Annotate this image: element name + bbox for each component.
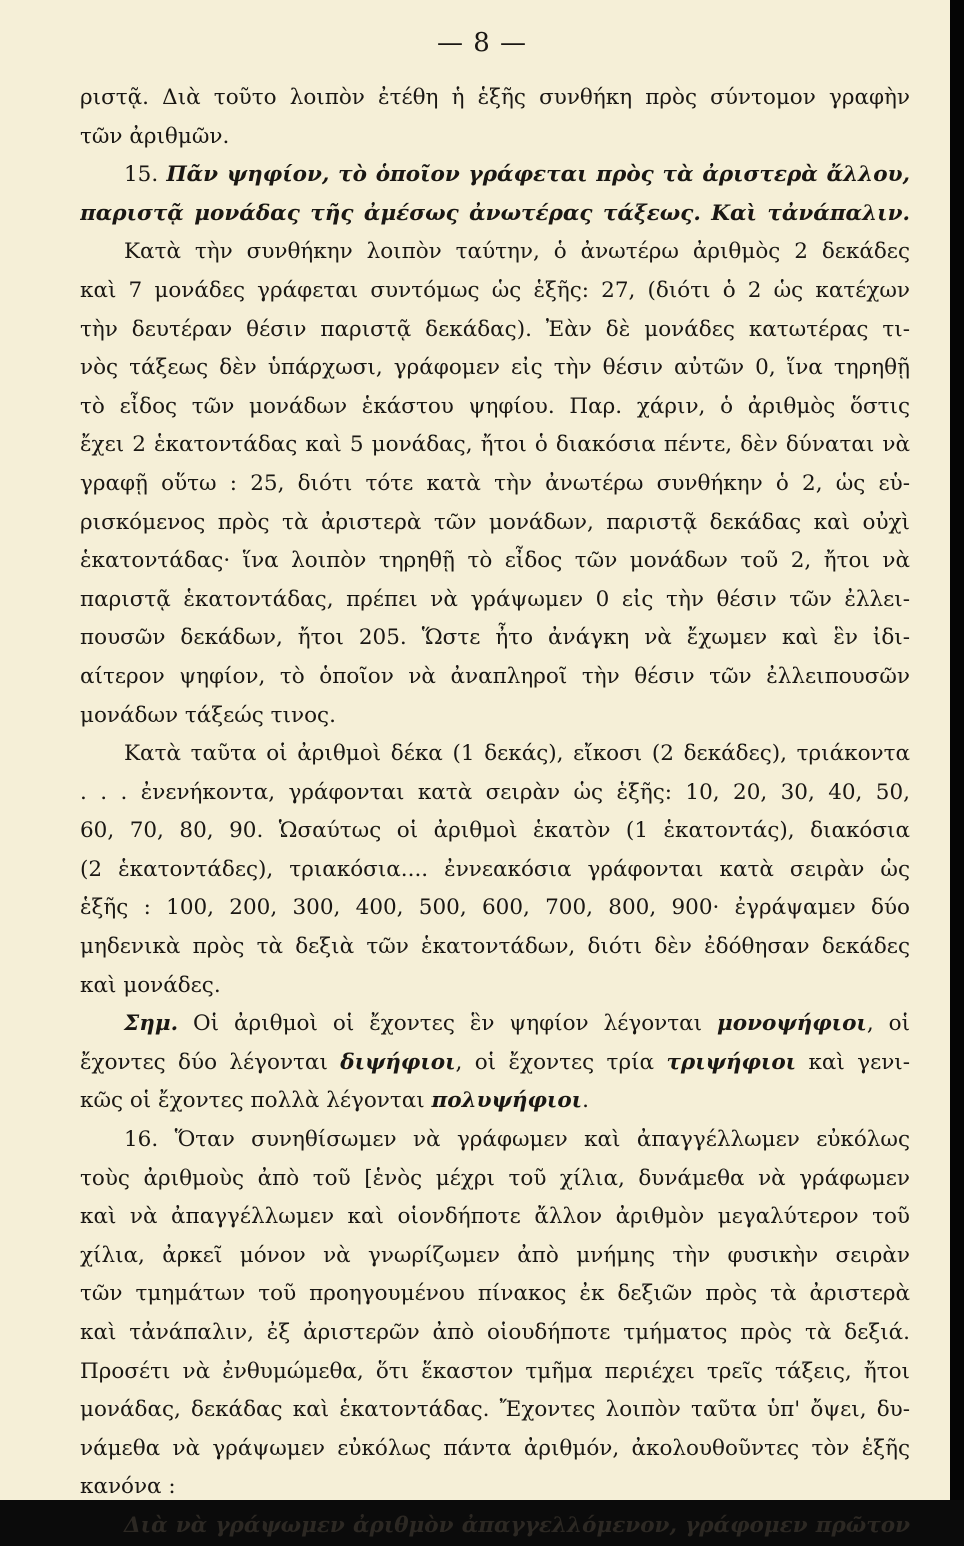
note-line: κῶς οἱ ἔχοντες πολλὰ λέγονται πολυψήφιοι. — [80, 1088, 589, 1114]
text-line: καὶ μονάδες. — [80, 972, 221, 998]
text-line: τὸ εἶδος τῶν μονάδων ἑκάστου ψηφίου. Παρ. χάριν, ὁ ἀριθμὸς ὅστις — [80, 393, 910, 419]
page-edge-shadow — [950, 0, 964, 1500]
text-line: ἔχει 2 ἑκατοντάδας καὶ 5 μονάδας, ἤτοι ὁ διακόσια πέντε, δὲν δύναται νὰ — [80, 432, 910, 458]
term-tripsifioi: τριψήφιοι — [666, 1049, 797, 1075]
page-number: — 8 — — [436, 28, 528, 58]
text-line: νάμεθα νὰ γράψωμεν εὐκόλως πάντα ἀριθμόν, ἀκολουθοῦντες τὸν ἑξῆς — [80, 1435, 910, 1461]
text-line: καὶ τἀνάπαλιν, ἐξ ἀριστερῶν ἀπὸ οἱουδήποτε τμήματος πρὸς τὰ δεξιά. — [80, 1320, 910, 1345]
text-line: χίλια, ἀρκεῖ μόνον νὰ γνωρίζωμεν ἀπὸ μνήμης τὴν φυσικὴν σειρὰν — [80, 1242, 910, 1268]
text-line: ἑξῆς : 100, 200, 300, 400, 500, 600, 700, 800, 900· ἐγράψαμεν δύο — [80, 895, 910, 921]
text-line: μονάδων τάξεώς τινος. — [80, 702, 336, 728]
section-heading-line: 16. Ὅταν συνηθίσωμεν νὰ γράφωμεν καὶ ἀπαγγέλλωμεν εὐκόλως — [124, 1127, 910, 1153]
text-line: μονάδας, δεκάδας καὶ ἑκατοντάδας. Ἔχοντες λοιπὸν ταῦτα ὑπ' ὄψει, δυ- — [80, 1397, 910, 1423]
term-monopsifioi: μονοψήφιοι — [717, 1011, 867, 1037]
text-line: . . . ἐνενήκοντα, γράφονται κατὰ σειρὰν ὡς ἑξῆς: 10, 20, 30, 40, 50, — [80, 779, 910, 805]
text-line: ἑκατοντάδας· ἵνα λοιπὸν τηρηθῇ τὸ εἶδος τῶν μονάδων τοῦ 2, ἤτοι νὰ — [80, 548, 910, 574]
note-line: ἔχοντες δύο λέγονται διψήφιοι, οἱ ἔχοντες τρία τριψήφιοι καὶ γενι- — [80, 1049, 910, 1075]
term-dipsifioi: διψήφιοι — [340, 1049, 456, 1075]
text-line: τῶν ἀριθμῶν. — [80, 123, 230, 149]
text-line: Προσέτι νὰ ἐνθυμώμεθα, ὅτι ἕκαστον τμῆμα περιέχει τρεῖς τάξεις, ἤτοι — [80, 1358, 910, 1384]
note-label: Σημ. — [124, 1011, 179, 1037]
section-heading-line: 15. Πᾶν ψηφίον, τὸ ὁποῖον γράφεται πρὸς τὰ ἀριστερὰ ἄλλου, — [124, 162, 910, 188]
note-line: Σημ. Οἱ ἀριθμοὶ οἱ ἔχοντες ἓν ψηφίον λέγονται μονοψήφιοι, οἱ — [124, 1011, 910, 1037]
text-line: (2 ἑκατοντάδες), τριακόσια.... ἐννεακόσια γράφονται κατὰ σειρὰν ὡς — [80, 856, 910, 882]
text-line: νὸς τάξεως δὲν ὑπάρχωσι, γράφομεν εἰς τὴν θέσιν αὐτῶν 0, ἵνα τηρηθῇ — [80, 355, 910, 381]
text-line: ριστᾷ. Διὰ τοῦτο λοιπὸν ἐτέθη ἡ ἑξῆς συνθήκη πρὸς σύντομον γραφὴν — [80, 85, 910, 110]
text-line: γραφῇ οὕτω : 25, διότι τότε κατὰ τὴν ἀνωτέρω συνθήκην ὁ 2, ὡς εὑ- — [80, 470, 910, 496]
body-text — [80, 79, 910, 1546]
text-line: 60, 70, 80, 90. Ὡσαύτως οἱ ἀριθμοὶ ἑκατὸν (1 ἑκατοντάς), διακόσια — [80, 818, 910, 844]
text-line: πουσῶν δεκάδων, ἤτοι 205. Ὥστε ἦτο ἀνάγκη νὰ ἔχωμεν καὶ ἓν ἰδι- — [80, 625, 910, 651]
text-line: Κατὰ τὴν συνθήκην λοιπὸν ταύτην, ὁ ἀνωτέρω ἀριθμὸς 2 δεκάδες — [124, 239, 910, 265]
text-line: καὶ 7 μονάδες γράφεται συντόμως ὡς ἑξῆς: 27, (διότι ὁ 2 ὡς κατέχων — [80, 277, 910, 303]
rule-statement: Πᾶν ψηφίον, τὸ ὁποῖον γράφεται πρὸς τὰ ἀριστερὰ ἄλλου, — [166, 162, 910, 188]
text-line: μηδενικὰ πρὸς τὰ δεξιὰ τῶν ἑκατοντάδων, διότι δὲν ἐδόθησαν δεκάδες — [80, 934, 910, 960]
text-line: καὶ νὰ ἀπαγγέλλωμεν καὶ οἱονδήποτε ἄλλον ἀριθμὸν μεγαλύτερον τοῦ — [80, 1204, 910, 1230]
text-line: τοὺς ἀριθμοὺς ἀπὸ τοῦ [ἑνὸς μέχρι τοῦ χίλια, δυνάμεθα νὰ γράφωμεν — [80, 1165, 910, 1191]
text-line: Κατὰ ταῦτα οἱ ἀριθμοὶ δέκα (1 δεκάς), εἴκοσι (2 δεκάδες), τριάκοντα — [124, 741, 910, 767]
text-line: ρισκόμενος πρὸς τὰ ἀριστερὰ τῶν μονάδων, παριστᾷ δεκάδας καὶ οὐχὶ — [80, 509, 910, 535]
term-polypsifioi: πολυψήφιοι — [431, 1088, 583, 1114]
text-line: αίτερον ψηφίον, τὸ ὁποῖον νὰ ἀναπληροῖ τὴν θέσιν τῶν ἐλλειπουσῶν — [80, 663, 910, 689]
text-line: τῶν τμημάτων τοῦ προηγουμένου πίνακος ἐκ δεξιῶν πρὸς τὰ ἀριστερὰ — [80, 1281, 910, 1307]
text-line: τὴν δευτέραν θέσιν παριστᾷ δεκάδας). Ἐὰν δὲ μονάδες κατωτέρας τι- — [80, 316, 910, 342]
text-line: κανόνα : — [80, 1474, 176, 1500]
rule-heading-line: Διὰ νὰ γράψωμεν ἀριθμὸν ἀπαγγελλόμενον, γράφομεν πρῶτον — [124, 1512, 910, 1538]
text-line: παριστᾷ ἑκατοντάδας, πρέπει νὰ γράψωμεν 0 εἰς τὴν θέσιν τῶν ἐλλει- — [80, 586, 910, 612]
rule-statement-line: παριστᾷ μονάδας τῆς ἀμέσως ἀνωτέρας τάξεως. Καὶ τἀνάπαλιν. — [80, 200, 910, 226]
